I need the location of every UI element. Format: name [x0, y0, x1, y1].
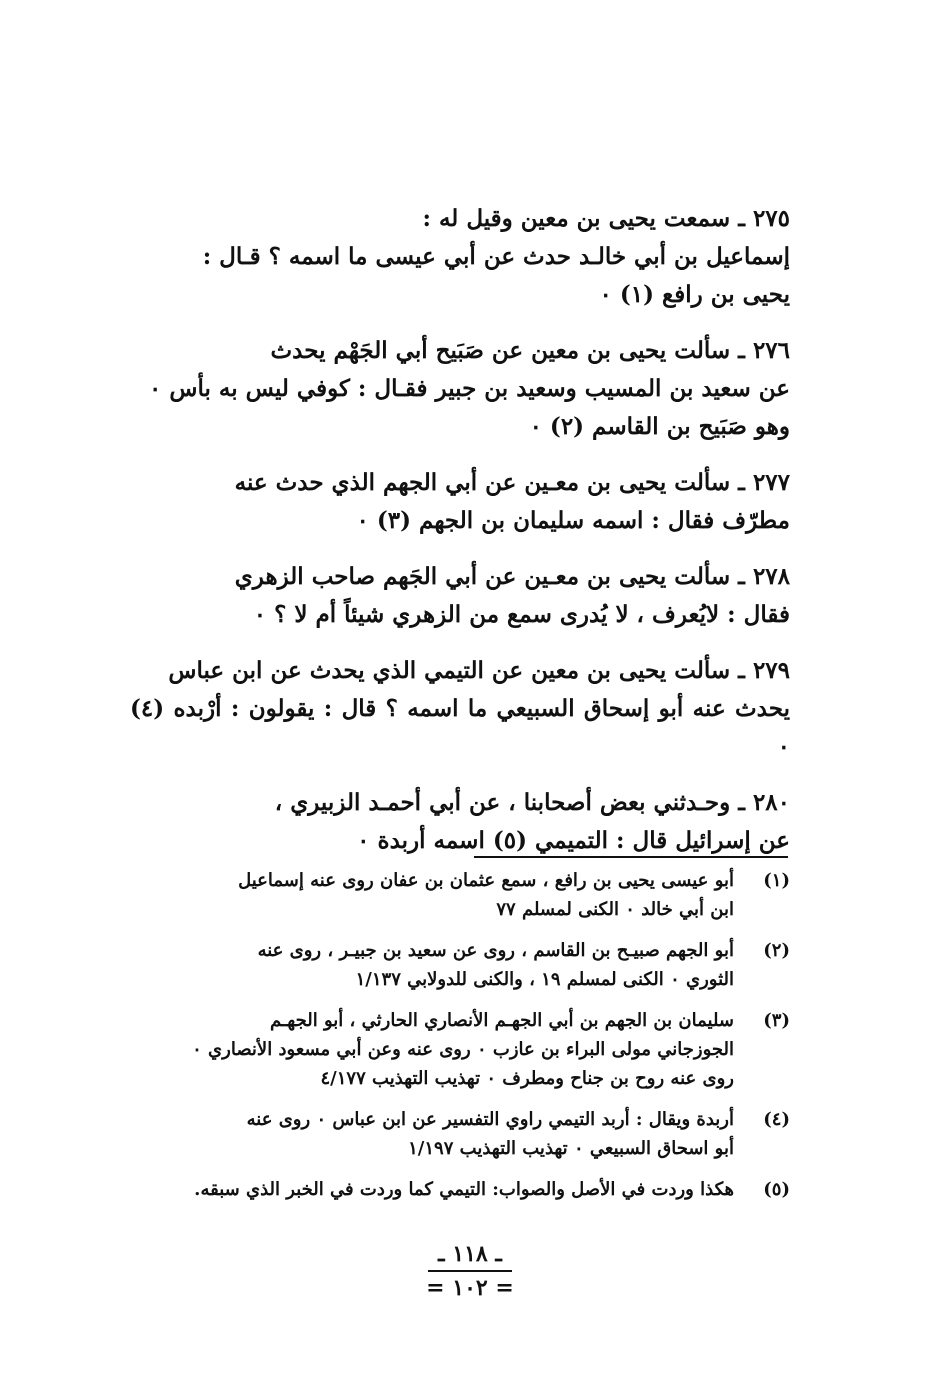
footnote-number: (٤) [763, 1109, 790, 1130]
footnote-line: روى عنه روح بن جناح ومطرف ٠ تهذيب التهذيب ٤/١٧٧ [320, 1068, 734, 1089]
entry-280 [130, 784, 790, 860]
footnotes [136, 866, 790, 1216]
footnote-number: (٢) [763, 940, 790, 961]
footnote-line: الجوزجاني مولى البراء بن عازب ٠ روى عنه وعن أبي مسعود الأنصاري ٠ [192, 1039, 734, 1060]
footnote-2 [136, 936, 790, 994]
text-line: عن إسرائيل قال : التميمي (٥) اسمه أربدة ٠ [357, 827, 790, 854]
entry-279 [130, 652, 790, 766]
footnote-5 [136, 1175, 790, 1204]
footnote-divider [474, 856, 788, 858]
text-line: وهو صَبَيح بن القاسم (٢) ٠ [529, 413, 790, 440]
footnote-number: (٥) [763, 1179, 790, 1200]
footnote-line: أربدة ويقال : أربد التيمي راوي التفسير عن ابن عباس ٠ روى عنه [246, 1109, 734, 1130]
text-line: ٢٨٠ ـ وحـدثني بعض أصحابنا ، عن أبي أحمـد الزبيري ، [274, 789, 790, 816]
footnote-line: أبو اسحاق السبيعي ٠ تهذيب التهذيب ١/١٩٧ [408, 1138, 734, 1159]
text-line: ٢٧٦ ـ سألت يحيى بن معين عن صَبَيح أبي الجَهْم يحدث [270, 337, 790, 364]
text-line: إسماعيل بن أبي خالـد حدث عن أبي عيسى ما اسمه ؟ قـال : [202, 243, 790, 270]
text-line: ٢٧٧ ـ سألت يحيى بن معـين عن أبي الجهم الذي حدث عنه [234, 469, 790, 496]
entry-278 [130, 558, 790, 634]
entry-276 [130, 332, 790, 446]
footnote-1 [136, 866, 790, 924]
original-page-number: = ١٠٢ = [426, 1275, 514, 1301]
text-line: يحدث عنه أبو إسحاق السبيعي ما اسمه ؟ قال : يقولون : أرْبده (٤) ٠ [130, 695, 790, 760]
page-numbers [400, 1238, 540, 1304]
text-line: عن سعيد بن المسيب وسعيد بن جبير فقـال : كوفي ليس به بأس ٠ [149, 375, 790, 402]
page-number: ـ ١١٨ ـ [428, 1238, 512, 1272]
text-line: ٢٧٥ ـ سمعت يحيى بن معين وقيل له : [422, 205, 790, 232]
text-line: ٢٧٨ ـ سألت يحيى بن معـين عن أبي الجَهم صاحب الزهري [234, 563, 790, 590]
footnote-4 [136, 1105, 790, 1163]
footnote-line: هكذا وردت في الأصل والصواب: التيمي كما وردت في الخبر الذي سبقه. [194, 1179, 734, 1200]
text-line: يحيى بن رافع (١) ٠ [599, 281, 790, 308]
text-line: فقال : لايُعرف ، لا يُدرى سمع من الزهري شيئاً أم لا ؟ ٠ [253, 601, 790, 628]
footnote-line: الثوري ٠ الكنى لمسلم ١٩ ، والكنى للدولابي ١/١٣٧ [355, 969, 734, 990]
main-text [130, 200, 790, 878]
footnote-number: (٣) [763, 1010, 790, 1031]
footnote-3 [136, 1006, 790, 1093]
footnote-line: ابن أبي خالد ٠ الكنى لمسلم ٧٧ [496, 899, 734, 920]
text-line: مطرّف فقال : اسمه سليمان بن الجهم (٣) ٠ [356, 507, 790, 534]
entry-275 [130, 200, 790, 314]
footnote-line: سليمان بن الجهم بن أبي الجهـم الأنصاري الحارثي ، أبو الجهـم [270, 1010, 734, 1031]
footnote-line: أبو الجهم صبيـح بن القاسم ، روى عن سعيد بن جبيـر ، روى عنه [257, 940, 734, 961]
footnote-number: (١) [763, 870, 790, 891]
footnote-line: أبو عيسى يحيى بن رافع ، سمع عثمان بن عفان روى عنه إسماعيل [238, 870, 734, 891]
entry-277 [130, 464, 790, 540]
text-line: ٢٧٩ ـ سألت يحيى بن معين عن التيمي الذي يحدث عن ابن عباس [168, 657, 790, 684]
